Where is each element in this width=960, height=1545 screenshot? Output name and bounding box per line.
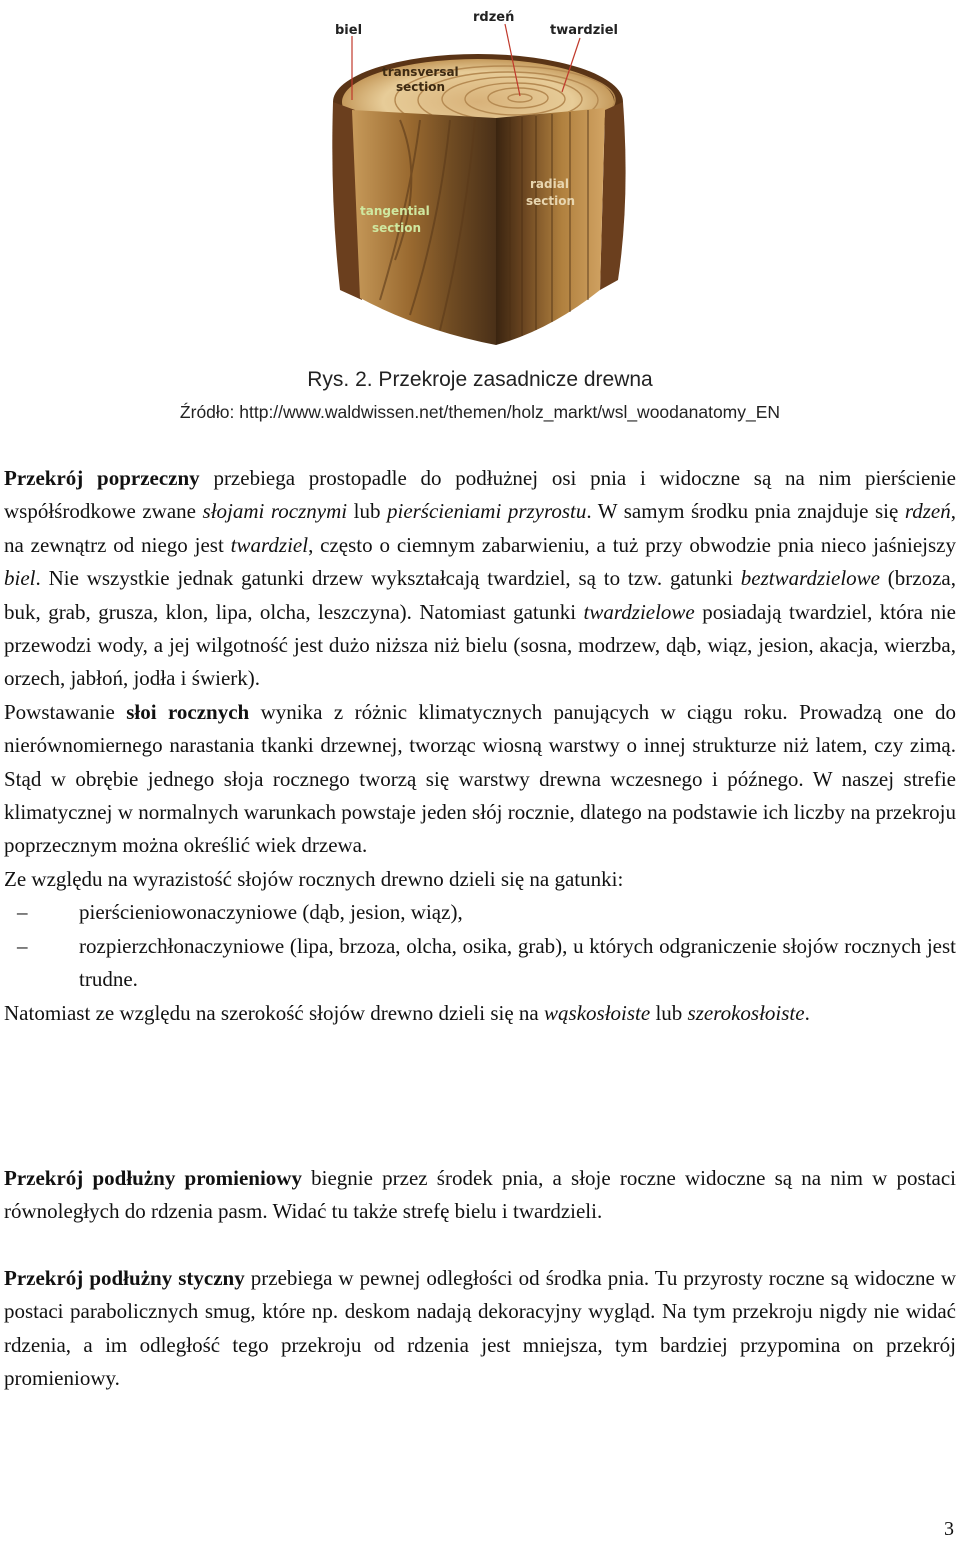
term-italic: słojami rocznymi	[202, 499, 348, 524]
label-biel: biel	[335, 23, 363, 38]
label-radial-section: section	[526, 194, 576, 208]
paragraph-cross-section	[4, 462, 956, 696]
term-bold: Przekrój poprzeczny	[4, 466, 200, 490]
list-dash: –	[17, 933, 28, 958]
label-twardziel: twardziel	[550, 23, 619, 38]
text-run: lub	[650, 1000, 688, 1025]
text-run: . W samym środku pnia znajduje się	[586, 499, 905, 524]
list-dash: –	[17, 900, 28, 925]
list-item	[4, 896, 956, 929]
label-radial: radial	[530, 177, 569, 191]
text-run: , na zewnątrz od niego jest	[4, 499, 956, 557]
term-italic: pierścieniami przyrostu	[386, 499, 587, 524]
label-rdzen: rdzeń	[473, 10, 515, 25]
text-run: biegnie przez środek pnia, a słoje roczne widoczne są na nim w postaci równoległych do rdzenia pasm. Widać tu także strefę bielu i twardzieli.	[4, 1166, 956, 1224]
wood-log-illustration	[300, 0, 660, 345]
figure-source: Źródło: http://www.waldwissen.net/themen/holz_markt/wsl_woodanatomy_EN	[179, 402, 781, 422]
text-run: Powstawanie	[4, 699, 127, 724]
figure-caption: Rys. 2. Przekroje zasadnicze drewna	[307, 368, 653, 391]
label-tangential-section: section	[372, 221, 422, 235]
term-italic: biel	[4, 566, 36, 591]
term-italic: twardzielowe	[583, 599, 695, 624]
text-run: posiadają twardziel, która nie przewodzi wody, a jej wilgotność jest dużo niższa niż bielu (sosna, modrzew, dąb, wiąz, jesion, akacja, wierzba, orzech, jabłoń, jodła i świerk).	[4, 599, 956, 691]
term-bold: Przekrój podłużny promieniowy	[4, 1166, 302, 1190]
term-italic: rdzeń	[904, 499, 951, 524]
text-run: .	[804, 1000, 810, 1025]
label-transversal: transversal	[382, 65, 459, 79]
text-run: Ze względu na wyrazistość słojów rocznych drewno dzieli się na gatunki:	[4, 866, 624, 891]
paragraph-tangential-section	[4, 1262, 956, 1396]
term-italic: szerokosłoiste	[687, 1000, 805, 1025]
text-run: lub	[347, 499, 387, 524]
text-run: przebiega prostopadle do podłużnej osi pnia i widoczne są na nim pierścienie współśrodkowe zwane	[4, 466, 956, 524]
text-run: , często o ciemnym zabarwieniu, a tuż przy obwodzie pnia nieco jaśniejszy	[308, 532, 956, 557]
list-item	[4, 930, 956, 997]
list-item-text: pierścieniowonaczyniowe (dąb, jesion, wiąz),	[79, 900, 463, 925]
term-bold: słoi rocznych	[126, 699, 250, 724]
text-run: (brzoza, buk, grab, grusza, klon, lipa, olcha, leszczyna). Natomiast gatunki	[4, 566, 956, 624]
section-tangential	[4, 1262, 956, 1396]
term-italic: beztwardzielowe	[740, 566, 880, 591]
page-number: 3	[944, 1518, 954, 1540]
text-run: przebiega w pewnej odległości od środka pnia. Tu przyrosty roczne są widoczne w postaci parabolicznych smug, które np. deskom nadają dekoracyjny wygląd. Na tym przekroju nigdy nie widać rdzenia, a im odległość tego przekroju od rdzenia jest mniejsza, tym bardziej przypomina on przekrój promieniowy.	[4, 1266, 956, 1391]
paragraph-annual-rings	[4, 696, 956, 863]
term-italic: wąskosłoiste	[544, 1000, 651, 1025]
list-item-text: rozpierzchłonaczyniowe (lipa, brzoza, olcha, osika, grab), u których odgraniczenie słojów rocznych jest trudne.	[79, 933, 956, 992]
label-tangential: tangential	[360, 204, 430, 218]
section-cross	[4, 462, 956, 1030]
term-italic: twardziel	[230, 532, 309, 557]
wood-sections-figure	[300, 0, 660, 345]
text-run: wynika z różnic klimatycznych panujących w ciągu roku. Prowadzą one do nierównomiernego narastania tkanki drzewnej, tworząc wiosną warstwy o innej strukturze niż latem, czy zimą. Stąd w obrębie jednego słoja rocznego tworzą się warstwy drewna wczesnego i późnego. W naszej strefie klimatycznej w normalnych warunkach powstaje jeden słój rocznie, dlatego na podstawie ich liczby na przekroju poprzecznym można określić wiek drzewa.	[4, 699, 956, 858]
text-run: . Nie wszystkie jednak gatunki drzew wykształcają twardziel, są to tzw. gatunki	[35, 566, 741, 591]
paragraph-ring-width	[4, 997, 956, 1030]
paragraph-types-intro	[4, 863, 956, 896]
text-run: Natomiast ze względu na szerokość słojów drewno dzieli się na	[4, 1000, 545, 1025]
paragraph-radial-section	[4, 1162, 956, 1229]
term-bold: Przekrój podłużny styczny	[4, 1266, 245, 1290]
section-radial	[4, 1162, 956, 1229]
label-transversal-section: section	[396, 80, 446, 94]
